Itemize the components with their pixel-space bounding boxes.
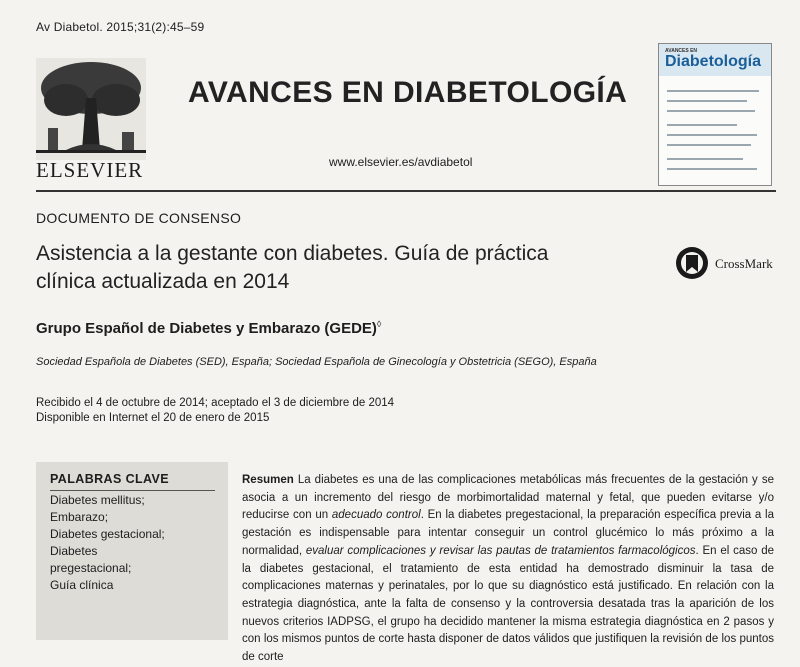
abstract-emphasis: evaluar complicaciones y revisar las pautas de tratamientos farmacológicos (305, 544, 696, 557)
publication-dates (36, 396, 394, 426)
cover-text-line (667, 134, 757, 136)
journal-url[interactable]: www.elsevier.es/avdiabetol (329, 155, 473, 169)
abstract-text: . En el caso de la diabetes gestacional, el tratamiento de esta entidad ha demostrado disminuir la tasa de complicaciones maternas y perinatales, por lo que su diagnóstico está justificado. En relación con la estrategia diagnóstica, ante la falta de consenso y la controversia desatada tras la aparición de los nuevos criterios IADPSG, el grupo ha decidido mantener la misma estrategia diagnóstica en 2 pasos y con los mismos puntos de corte hasta disponer de datos válidos que justifiquen la revisión de los puntos de corte (242, 544, 774, 664)
article-title (36, 240, 656, 296)
keyword-item: Diabetes (50, 544, 98, 558)
abstract-text: . En la diabetes pregestacional, la preparación específica previa a la gestación es indispensable para intentar conseguir un control glucémico lo más próximo a la normalidad, (242, 509, 775, 557)
keyword-item: Guía clínica (50, 578, 114, 592)
cover-text-line (667, 124, 737, 126)
journal-title: AVANCES EN DIABETOLOGÍA (188, 76, 628, 109)
available-date: Disponible en Internet el 20 de enero de 2015 (36, 412, 270, 424)
cover-text-line (667, 168, 757, 170)
keywords-divider (50, 490, 215, 491)
crossmark-icon[interactable] (675, 246, 709, 280)
elsevier-tree-logo (36, 58, 146, 160)
affiliation: Sociedad Española de Diabetes (SED), España; Sociedad Española de Ginecología y Obstetricia (SEGO), España (36, 356, 597, 368)
keyword-item: Diabetes mellitus; (50, 493, 145, 507)
abstract-label: Resumen (242, 474, 294, 486)
publisher-name: ELSEVIER (36, 158, 144, 182)
journal-cover (658, 43, 772, 186)
document-type: DOCUMENTO DE CONSENSO (36, 210, 242, 226)
abstract-paragraph (242, 472, 774, 667)
cover-text-line (667, 100, 747, 102)
cover-text-line (667, 144, 751, 146)
cover-text-line (667, 90, 759, 92)
header-divider (36, 190, 776, 192)
journal-citation: Av Diabetol. 2015;31(2):45–59 (36, 20, 205, 34)
keywords-list (50, 492, 165, 594)
authors-name: Grupo Español de Diabetes y Embarazo (GEDE) (36, 320, 377, 337)
abstract-emphasis: adecuado control (331, 509, 421, 522)
authors-footnote-mark[interactable]: ◊ (376, 319, 382, 329)
article-title-line-2: clínica actualizada en 2014 (36, 270, 290, 293)
authors (36, 319, 381, 337)
cover-small-label: AVANCES EN (665, 48, 698, 54)
keyword-item: pregestacional; (50, 561, 132, 575)
cover-title: Diabetología (665, 53, 762, 70)
keyword-item: Diabetes gestacional; (50, 527, 165, 541)
article-title-line-1: Asistencia a la gestante con diabetes. Guía de práctica (36, 242, 549, 265)
abstract-text: La diabetes es una de las complicaciones metabólicas más frecuentes de la gestación y se asocia a un incremento del riesgo de morbimortalidad maternal y fetal, que pueden evitarse y/o reducirse con un (242, 474, 774, 522)
cover-text-line (667, 110, 755, 112)
cover-text-line (667, 158, 743, 160)
keywords-box (36, 462, 228, 640)
keywords-heading: PALABRAS CLAVE (50, 472, 170, 486)
crossmark-label[interactable]: CrossMark (715, 256, 773, 271)
received-date: Recibido el 4 de octubre de 2014; aceptado el 3 de diciembre de 2014 (36, 397, 395, 409)
keyword-item: Embarazo; (50, 510, 109, 524)
